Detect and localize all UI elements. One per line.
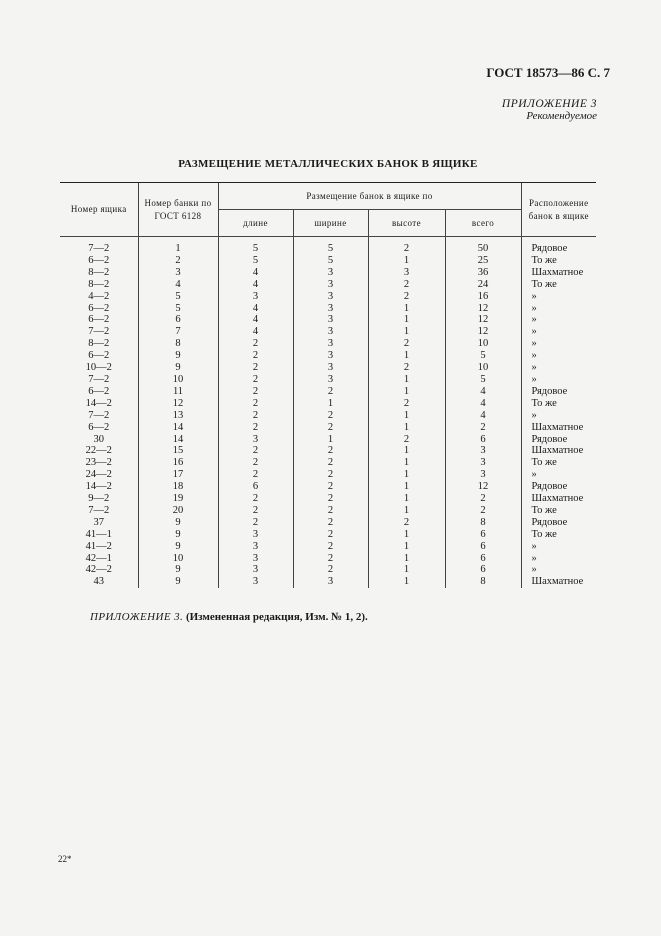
cell-box-number: 7—2 xyxy=(88,243,110,254)
cell-total: 6 xyxy=(445,529,521,541)
cell-total: 3 xyxy=(445,469,521,481)
cell-box-number: 41—1 xyxy=(85,528,112,540)
table-row xyxy=(60,279,596,291)
cell-height: 1 xyxy=(368,374,445,386)
cell-box-number: 42—2 xyxy=(85,564,112,576)
cell-can-number: 9 xyxy=(138,541,218,553)
cell-width: 2 xyxy=(293,529,368,541)
cell-can-number: 9 xyxy=(138,576,218,588)
cell-total: 5 xyxy=(445,350,521,362)
cell-height: 2 xyxy=(368,362,445,374)
cell-box-number: 6—2 xyxy=(88,421,110,433)
cell-placement: Шахматное xyxy=(521,422,596,434)
cell-length: 5 xyxy=(218,243,293,255)
cell-total: 2 xyxy=(445,505,521,517)
cell-height: 3 xyxy=(368,267,445,279)
cell-height: 2 xyxy=(368,434,445,446)
cell-height: 1 xyxy=(368,386,445,398)
cell-length: 5 xyxy=(218,255,293,267)
cell-placement: » xyxy=(521,303,596,315)
cell-height: 1 xyxy=(368,481,445,493)
cell-placement: Рядовое xyxy=(521,386,596,398)
table-body xyxy=(60,237,596,589)
cell-height: 2 xyxy=(368,291,445,303)
can-arrangement-table xyxy=(60,182,596,588)
cell-length: 2 xyxy=(218,517,293,529)
cell-total: 3 xyxy=(445,457,521,469)
cell-width: 2 xyxy=(293,481,368,493)
cell-box-number: 7—2 xyxy=(88,326,110,338)
cell-total: 10 xyxy=(445,362,521,374)
cell-total: 12 xyxy=(445,314,521,326)
cell-total: 8 xyxy=(445,517,521,529)
cell-placement: » xyxy=(521,541,596,553)
cell-total: 50 xyxy=(445,243,521,255)
cell-width: 5 xyxy=(293,255,368,267)
cell-length: 2 xyxy=(218,362,293,374)
cell-width: 5 xyxy=(293,243,368,255)
cell-total: 10 xyxy=(445,338,521,350)
cell-placement: » xyxy=(521,374,596,386)
cell-height: 1 xyxy=(368,422,445,434)
cell-width: 1 xyxy=(293,434,368,446)
cell-height: 1 xyxy=(368,576,445,588)
cell-length: 2 xyxy=(218,457,293,469)
table-row xyxy=(60,267,596,279)
cell-box-number: 10—2 xyxy=(85,362,112,374)
standard-reference: ГОСТ 18573—86 С. 7 xyxy=(486,65,610,80)
cell-placement: » xyxy=(521,291,596,303)
cell-box-number: 6—2 xyxy=(88,314,110,326)
cell-placement: Шахматное xyxy=(521,267,596,279)
cell-total: 2 xyxy=(445,422,521,434)
cell-box-number: 41—2 xyxy=(85,540,112,552)
appendix-status: Рекомендуемое xyxy=(526,110,597,122)
cell-can-number: 15 xyxy=(138,445,218,457)
cell-can-number: 10 xyxy=(138,374,218,386)
cell-total: 3 xyxy=(445,445,521,457)
cell-length: 3 xyxy=(218,564,293,576)
cell-height: 1 xyxy=(368,445,445,457)
cell-placement: То же xyxy=(521,457,596,469)
cell-width: 3 xyxy=(293,326,368,338)
cell-can-number: 12 xyxy=(138,398,218,410)
cell-box-number: 7—2 xyxy=(88,409,110,421)
cell-can-number: 11 xyxy=(138,386,218,398)
cell-total: 6 xyxy=(445,553,521,565)
table-row xyxy=(60,517,596,529)
cell-box-number: 6—2 xyxy=(88,385,110,397)
cell-width: 2 xyxy=(293,469,368,481)
cell-length: 6 xyxy=(218,481,293,493)
cell-width: 3 xyxy=(293,279,368,291)
cell-box-number: 6—2 xyxy=(88,302,110,314)
cell-placement: » xyxy=(521,350,596,362)
cell-height: 1 xyxy=(368,410,445,422)
cell-box-number: 22—2 xyxy=(85,445,112,457)
cell-can-number: 16 xyxy=(138,457,218,469)
cell-can-number: 6 xyxy=(138,314,218,326)
header-placement: Расположение банок в ящике xyxy=(521,183,596,237)
cell-placement: Рядовое xyxy=(521,481,596,493)
cell-height: 1 xyxy=(368,493,445,505)
cell-length: 2 xyxy=(218,398,293,410)
cell-width: 2 xyxy=(293,493,368,505)
cell-box-number: 24—2 xyxy=(85,469,112,481)
cell-can-number: 18 xyxy=(138,481,218,493)
cell-total: 6 xyxy=(445,541,521,553)
cell-placement: Шахматное xyxy=(521,445,596,457)
cell-total: 2 xyxy=(445,493,521,505)
header-box-number: Номер ящика xyxy=(60,183,138,237)
cell-placement: То же xyxy=(521,529,596,541)
cell-height: 2 xyxy=(368,338,445,350)
cell-height: 2 xyxy=(368,398,445,410)
cell-can-number: 9 xyxy=(138,529,218,541)
cell-height: 1 xyxy=(368,564,445,576)
table-row xyxy=(60,529,596,541)
cell-length: 2 xyxy=(218,422,293,434)
page-footer-mark: 22* xyxy=(58,854,72,864)
cell-placement: Шахматное xyxy=(521,576,596,588)
cell-length: 4 xyxy=(218,267,293,279)
table-row xyxy=(60,469,596,481)
header-arrangement-group: Размещение банок в ящике по xyxy=(218,183,521,210)
cell-length: 2 xyxy=(218,338,293,350)
cell-total: 12 xyxy=(445,303,521,315)
table-row xyxy=(60,576,596,588)
table-row xyxy=(60,457,596,469)
cell-placement: » xyxy=(521,553,596,565)
cell-box-number: 8—2 xyxy=(88,266,110,278)
cell-length: 3 xyxy=(218,576,293,588)
cell-width: 1 xyxy=(293,398,368,410)
cell-height: 1 xyxy=(368,553,445,565)
cell-total: 6 xyxy=(445,564,521,576)
cell-placement: Шахматное xyxy=(521,493,596,505)
table-row xyxy=(60,541,596,553)
table-row xyxy=(60,410,596,422)
cell-can-number: 7 xyxy=(138,326,218,338)
table-row xyxy=(60,386,596,398)
cell-box-number: 6—2 xyxy=(88,350,110,362)
cell-box-number: 8—2 xyxy=(88,278,110,290)
cell-can-number: 9 xyxy=(138,517,218,529)
table-row xyxy=(60,362,596,374)
cell-width: 2 xyxy=(293,457,368,469)
cell-height: 1 xyxy=(368,255,445,267)
cell-can-number: 20 xyxy=(138,505,218,517)
cell-can-number: 5 xyxy=(138,303,218,315)
revision-note-text: (Измененная редакция, Изм. № 1, 2). xyxy=(185,611,368,623)
cell-box-number: 37 xyxy=(93,516,104,528)
cell-width: 3 xyxy=(293,350,368,362)
cell-width: 3 xyxy=(293,374,368,386)
cell-can-number: 4 xyxy=(138,279,218,291)
cell-height: 1 xyxy=(368,326,445,338)
cell-placement: » xyxy=(521,338,596,350)
cell-can-number: 19 xyxy=(138,493,218,505)
cell-placement: То же xyxy=(521,279,596,291)
cell-width: 3 xyxy=(293,267,368,279)
table-row xyxy=(60,291,596,303)
cell-can-number: 2 xyxy=(138,255,218,267)
cell-width: 2 xyxy=(293,541,368,553)
cell-placement: То же xyxy=(521,398,596,410)
cell-height: 1 xyxy=(368,529,445,541)
cell-width: 2 xyxy=(293,422,368,434)
cell-height: 1 xyxy=(368,469,445,481)
cell-height: 1 xyxy=(368,541,445,553)
table-row xyxy=(60,243,596,255)
cell-length: 3 xyxy=(218,434,293,446)
table-row xyxy=(60,445,596,457)
cell-total: 4 xyxy=(445,398,521,410)
cell-width: 3 xyxy=(293,576,368,588)
cell-total: 25 xyxy=(445,255,521,267)
table-row xyxy=(60,338,596,350)
cell-length: 2 xyxy=(218,386,293,398)
cell-box-number: 6—2 xyxy=(88,254,110,266)
header-total: всего xyxy=(445,210,521,237)
table-row xyxy=(60,505,596,517)
cell-box-number: 8—2 xyxy=(88,338,110,350)
table-row xyxy=(60,303,596,315)
cell-can-number: 17 xyxy=(138,469,218,481)
table-row xyxy=(60,481,596,493)
cell-can-number: 5 xyxy=(138,291,218,303)
cell-placement: Рядовое xyxy=(521,517,596,529)
cell-width: 3 xyxy=(293,362,368,374)
cell-height: 2 xyxy=(368,517,445,529)
cell-height: 1 xyxy=(368,350,445,362)
cell-can-number: 14 xyxy=(138,434,218,446)
cell-can-number: 3 xyxy=(138,267,218,279)
cell-box-number: 42—1 xyxy=(85,552,112,564)
cell-height: 1 xyxy=(368,314,445,326)
cell-can-number: 9 xyxy=(138,350,218,362)
cell-length: 3 xyxy=(218,553,293,565)
cell-can-number: 1 xyxy=(138,243,218,255)
table-row xyxy=(60,422,596,434)
cell-length: 2 xyxy=(218,410,293,422)
cell-width: 2 xyxy=(293,564,368,576)
appendix-label: ПРИЛОЖЕНИЕ 3 xyxy=(501,98,597,110)
cell-height: 1 xyxy=(368,303,445,315)
table-title: РАЗМЕЩЕНИЕ МЕТАЛЛИЧЕСКИХ БАНОК В ЯЩИКЕ xyxy=(178,158,478,170)
cell-placement: » xyxy=(521,326,596,338)
header-length: длине xyxy=(218,210,293,237)
cell-can-number: 8 xyxy=(138,338,218,350)
cell-box-number: 14—2 xyxy=(85,397,112,409)
cell-width: 3 xyxy=(293,303,368,315)
cell-placement: То же xyxy=(521,255,596,267)
cell-length: 2 xyxy=(218,469,293,481)
cell-total: 4 xyxy=(445,386,521,398)
cell-box-number: 7—2 xyxy=(88,373,110,385)
cell-placement: То же xyxy=(521,505,596,517)
header-width: ширине xyxy=(293,210,368,237)
cell-width: 2 xyxy=(293,445,368,457)
cell-length: 3 xyxy=(218,291,293,303)
cell-total: 12 xyxy=(445,326,521,338)
cell-width: 3 xyxy=(293,314,368,326)
cell-width: 3 xyxy=(293,291,368,303)
cell-length: 2 xyxy=(218,493,293,505)
cell-placement: » xyxy=(521,362,596,374)
cell-height: 2 xyxy=(368,279,445,291)
cell-length: 4 xyxy=(218,314,293,326)
cell-box-number: 4—2 xyxy=(88,290,110,302)
table-row xyxy=(60,326,596,338)
cell-length: 2 xyxy=(218,350,293,362)
cell-total: 36 xyxy=(445,267,521,279)
table-row xyxy=(60,564,596,576)
cell-can-number: 10 xyxy=(138,553,218,565)
cell-total: 12 xyxy=(445,481,521,493)
table-row xyxy=(60,553,596,565)
cell-can-number: 13 xyxy=(138,410,218,422)
cell-box-number: 30 xyxy=(93,433,104,445)
cell-can-number: 9 xyxy=(138,362,218,374)
table-row xyxy=(60,374,596,386)
cell-length: 3 xyxy=(218,541,293,553)
cell-placement: Рядовое xyxy=(521,243,596,255)
cell-width: 2 xyxy=(293,410,368,422)
cell-box-number: 43 xyxy=(93,576,104,588)
cell-placement: » xyxy=(521,469,596,481)
cell-total: 8 xyxy=(445,576,521,588)
header-can-number: Номер банки по ГОСТ 6128 xyxy=(138,183,218,237)
cell-box-number: 14—2 xyxy=(85,481,112,493)
cell-width: 2 xyxy=(293,517,368,529)
cell-height: 1 xyxy=(368,457,445,469)
cell-total: 6 xyxy=(445,434,521,446)
table-row xyxy=(60,493,596,505)
cell-length: 3 xyxy=(218,529,293,541)
revision-note xyxy=(90,611,368,623)
cell-total: 4 xyxy=(445,410,521,422)
cell-height: 2 xyxy=(368,243,445,255)
cell-width: 2 xyxy=(293,553,368,565)
cell-can-number: 14 xyxy=(138,422,218,434)
table-row xyxy=(60,434,596,446)
cell-box-number: 9—2 xyxy=(88,493,110,505)
cell-total: 5 xyxy=(445,374,521,386)
cell-length: 4 xyxy=(218,279,293,291)
cell-can-number: 9 xyxy=(138,564,218,576)
cell-placement: » xyxy=(521,564,596,576)
table-row xyxy=(60,398,596,410)
cell-width: 2 xyxy=(293,505,368,517)
cell-length: 2 xyxy=(218,505,293,517)
table-row xyxy=(60,350,596,362)
cell-placement: Рядовое xyxy=(521,434,596,446)
cell-box-number: 23—2 xyxy=(85,457,112,469)
cell-length: 2 xyxy=(218,445,293,457)
cell-total: 16 xyxy=(445,291,521,303)
table-row xyxy=(60,255,596,267)
cell-width: 3 xyxy=(293,338,368,350)
cell-length: 4 xyxy=(218,303,293,315)
cell-width: 2 xyxy=(293,386,368,398)
cell-total: 24 xyxy=(445,279,521,291)
cell-placement: » xyxy=(521,314,596,326)
cell-length: 2 xyxy=(218,374,293,386)
cell-length: 4 xyxy=(218,326,293,338)
revision-note-label: ПРИЛОЖЕНИЕ 3. xyxy=(90,611,184,623)
cell-placement: » xyxy=(521,410,596,422)
header-height: высоте xyxy=(368,210,445,237)
cell-height: 1 xyxy=(368,505,445,517)
table-row xyxy=(60,314,596,326)
cell-box-number: 7—2 xyxy=(88,504,110,516)
